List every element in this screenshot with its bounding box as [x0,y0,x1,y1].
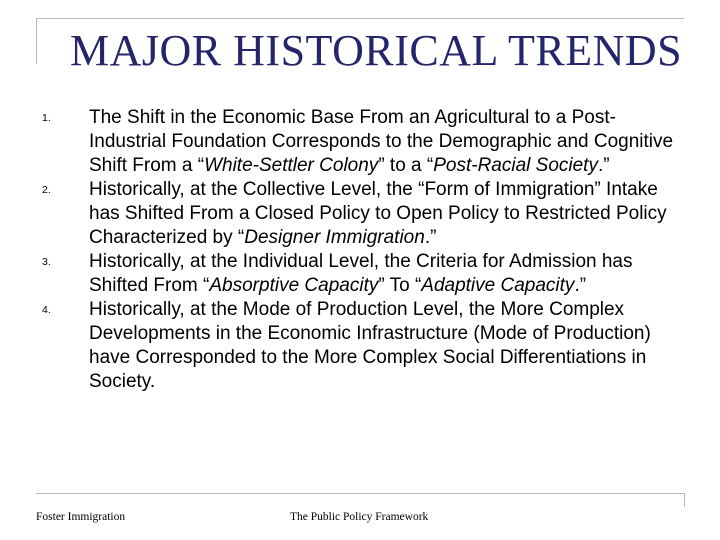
list-item [36,178,676,250]
item-text: Historically, at the Mode of Production Level, the More Complex Developments in the Economic Infrastructure (Mode of Production) have Corresponded to the More Complex Social Differentiations in Society. [89,299,651,392]
item-number: 2. [42,184,51,196]
item-number: 4. [42,304,51,316]
footer-left-text: Foster Immigration [36,511,126,523]
frame-top-rule [36,18,684,19]
list-item [36,106,676,178]
item-text: Historically, at the Individual Level, the Criteria for Admission has Shifted From “Absorptive Capacity” To “Adaptive Capacity.” [89,251,633,296]
frame-vertical-rule [36,18,37,64]
list-item [36,250,676,298]
item-text: Historically, at the Collective Level, the “Form of Immigration” Intake has Shifted From a Closed Policy to Open Policy to Restricted Policy Characterized by “Designer Immigration.” [89,179,667,248]
trend-list [36,106,676,394]
item-number: 1. [42,112,51,124]
item-number: 3. [42,256,51,268]
list-item [36,298,676,394]
footer-rule [36,493,684,494]
slide-title: MAJOR HISTORICAL TRENDS [70,26,683,75]
footer-corner-mark [684,493,685,507]
item-text: The Shift in the Economic Base From an Agricultural to a Post-Industrial Foundation Corresponds to the Demographic and Cognitive Shift From a “White-Settler Colony” to a “Post-Racial Society.” [89,107,674,176]
footer-center-text: The Public Policy Framework [290,511,429,523]
